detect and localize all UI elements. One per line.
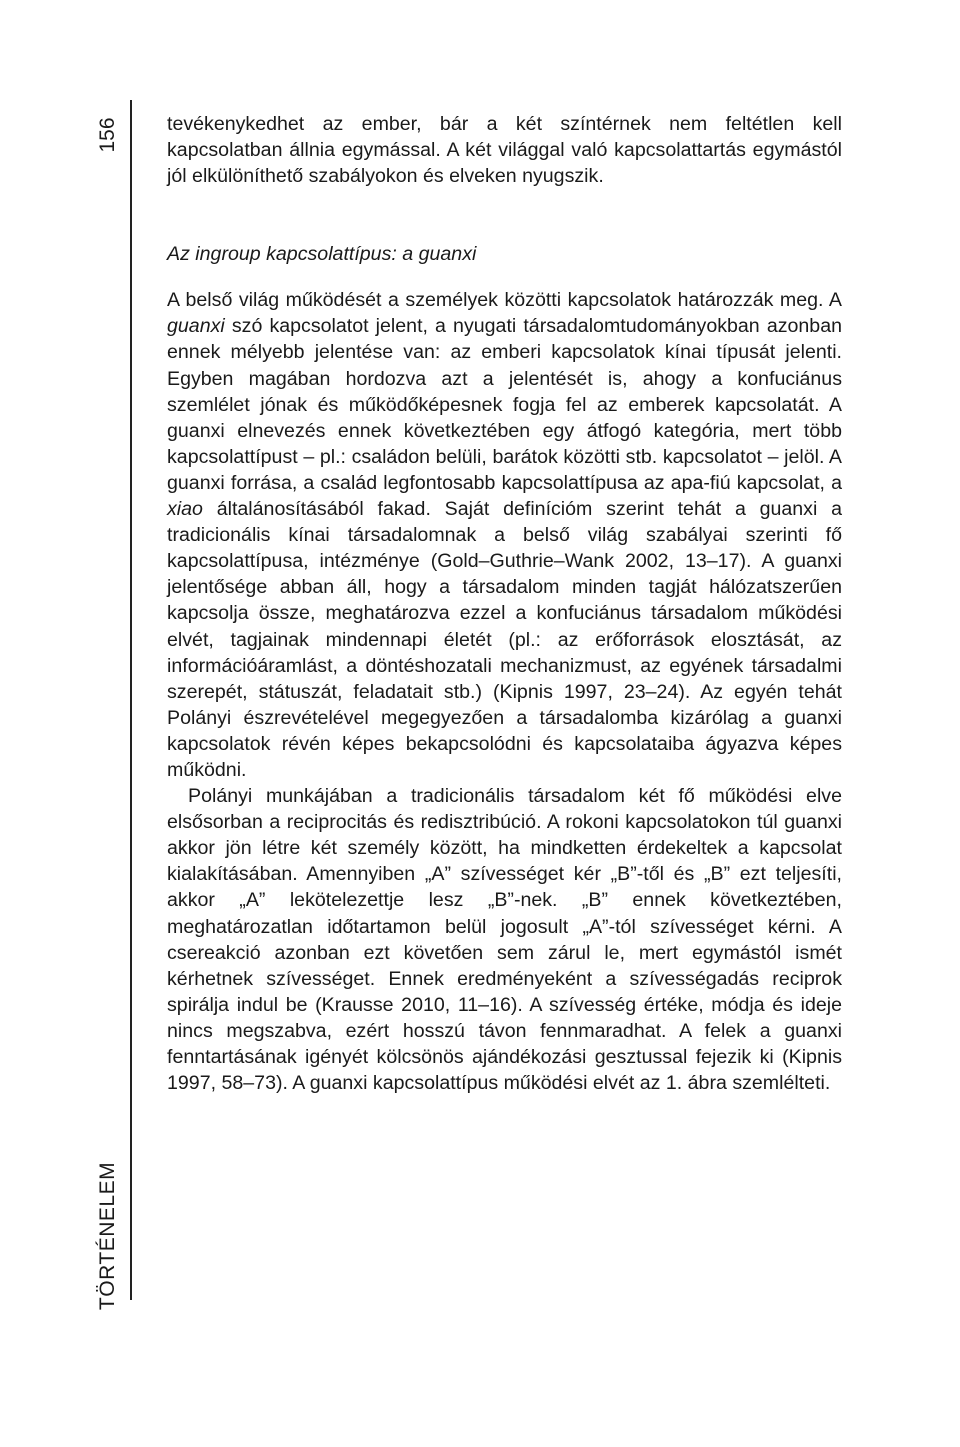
paragraph-text: szó kapcsolatot jelent, a nyugati társadalomtudományokban azonban ennek mélyebb jelentése van: az emberi kapcsolatok kínai típusát jelenti. Egyben magában hordozva azt a jelentését is, ahogy a konfuciánus szemlélet jónak és működőképesnek fogja fel az emberek kapcsolatát. A guanxi elnevezés ennek következtében egy átfogó kategória, mert több kapcsolattípust – pl.: családon belüli, barátok közötti stb. kapcsolatot – jelöl. A guanxi forrása, a család legfontosabb kapcsolattípusa az apa-fiú kapcsolat, a — [167, 315, 842, 494]
section-subheading: Az ingroup kapcsolattípus: a guanxi — [167, 243, 477, 266]
section-label: TÖRTÉNELEM — [96, 1161, 119, 1311]
intro-paragraph: tevékenykedhet az ember, bár a két színtérnek nem feltétlen kell kapcsolatban állnia egymással. A két világgal való kapcsolattartás egymástól jól elkülöníthető szabályokon és elveken nyugszik. — [167, 113, 842, 188]
paragraph-text: A belső világ működését a személyek közötti kapcsolatok határozzák meg. A — [167, 289, 842, 312]
page-number: 156 — [96, 117, 119, 153]
paragraph-guanxi-definition — [167, 287, 842, 783]
emphasis-guanxi: guanxi — [167, 315, 225, 338]
paragraph-text: általánosításából fakad. Saját definícióm szerint tehát a guanxi a tradicionális kínai társadalomnak a belső világ szabályai szerinti fő kapcsolattípusa, intézménye (Gold–Guthrie–Wank 2002, 13–17). A guanxi jelentősége abban áll, hogy a társadalom minden tagját hálózatszerűen kapcsolja össze, meghatározva ezzel a konfuciánus társadalom működési elvét, tagjainak mindennapi életét (pl.: az erőforrások elosztását, az információáramlást, a döntéshozatali mechanizmust, az egyének társadalmi szerepét, státuszát, feladatait stb.) (Kipnis 1997, 23–24). Az egyén tehát Polányi észrevételével megegyezően a társadalomba kizárólag a guanxi kapcsolatok révén képes bekapcsolódni és kapcsolataiba ágyazva képes működni. — [167, 498, 842, 781]
emphasis-xiao: xiao — [167, 498, 203, 521]
body-text — [167, 111, 842, 1096]
paragraph-polanyi: Polányi munkájában a tradicionális társadalom két fő működési elve elsősorban a reciprocitás és redisztribúció. A rokoni kapcsolatokon túl guanxi akkor jön létre két személy között, ha mindketten érdekeltek a kapcsolat kialakításában. Amennyiben „A” szívességet kér „B”-től és „B” ezt teljesíti, akkor „A” lekötelezettje lesz „B”-nek. „B” ennek következtében, meghatározatlan időtartamon belül jogosult „A”-tól szívességet kérni. A csereakció azonban ezt követően sem zárul le, mert egymástól ismét kérhetnek szívességet. Ennek eredményeként a szívességadás reciprok spirálja indul be (Krausse 2010, 11–16). A szívesség értéke, módja és ideje nincs megszabva, ezért hosszú távon fennmaradhat. A felek a guanxi fenntartásának igényét kölcsönös ajándékozási gesztussal fejezik ki (Kipnis 1997, 58–73). A guanxi kapcsolattípus működési elvét az 1. ábra szemlélteti. — [167, 785, 842, 1095]
margin-rule — [130, 100, 132, 1300]
